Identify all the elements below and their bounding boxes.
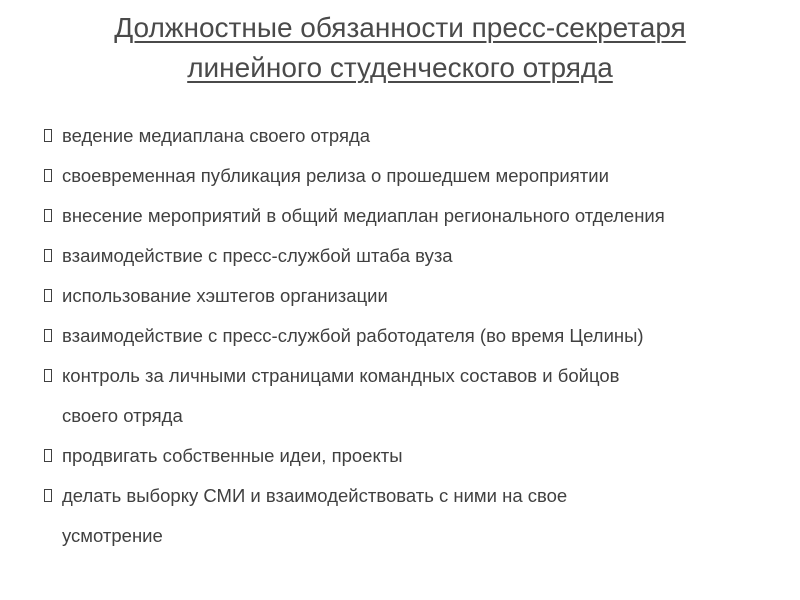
title-line-2: линейного студенческого отряда (187, 52, 613, 83)
list-item: делать выборку СМИ и взаимодействовать с ними на свое усмотрение (42, 476, 792, 556)
bullet-box-icon (44, 449, 52, 462)
bullet-box-icon (44, 489, 52, 502)
bullet-box-icon (44, 289, 52, 302)
bullet-box-icon (44, 249, 52, 262)
list-item: взаимодействие с пресс-службой работодателя (во время Целины) (42, 316, 792, 356)
bullet-box-icon (44, 169, 52, 182)
list-item: ведение медиаплана своего отряда (42, 116, 792, 156)
list-item: использование хэштегов организации (42, 276, 792, 316)
list-item: своевременная публикация релиза о прошедшем мероприятии (42, 156, 792, 196)
bullet-box-icon (44, 209, 52, 222)
list-item: контроль за личными страницами командных составов и бойцов своего отряда (42, 356, 792, 436)
list-item: взаимодействие с пресс-службой штаба вуза (42, 236, 792, 276)
bullet-box-icon (44, 369, 52, 382)
bullet-box-icon (44, 129, 52, 142)
list-item: продвигать собственные идеи, проекты (42, 436, 792, 476)
list-item: внесение мероприятий в общий медиаплан регионального отделения (42, 196, 792, 236)
bullet-box-icon (44, 329, 52, 342)
slide-title (0, 8, 800, 88)
title-line-1: Должностные обязанности пресс-секретаря (114, 12, 686, 43)
duties-list (42, 116, 792, 556)
